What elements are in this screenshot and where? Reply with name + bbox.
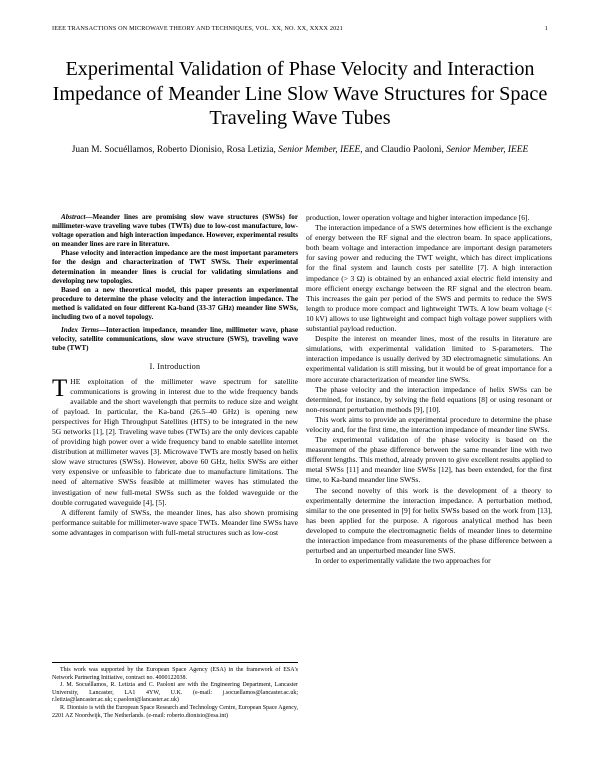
intro-p3: The interaction impedance of a SWS determines how efficient is the exchange of energy between the RF signal and the electron beam. In space applications, both beam voltage and interaction impedance are important design parameters for saving power and reducing the TWT weight, which has direct implications for the final system and launch costs per satellite [7]. A high interaction impedance (> 3 Ω) is obtained by an enhanced axial electric field intensity and more efficient energy exchange between the RF signal and the electron beam. This increases the gain per period of the SWS and permits to reduce the SWS length to produce more compact and lightweight TWTs. A low beam voltage (< 10 kV) allows to use lightweight and compact high voltage power suppliers with substantial payload reduction. bbox=[306, 223, 552, 334]
section-heading-introduction: I. Introduction bbox=[149, 362, 201, 372]
footnotes bbox=[52, 662, 298, 720]
abstract bbox=[52, 213, 298, 322]
abstract-p3: Based on a new theoretical model, this paper presents an experimental procedure to determine the phase velocity and the interaction impedance. The method is validated on four different Ka-band (33-37 GHz) meander line SWSs, including two of a novel topology. bbox=[52, 285, 298, 322]
intro-p2-continued: production, lower operation voltage and higher interaction impedance [6]. bbox=[306, 213, 530, 222]
abstract-label: Abstract bbox=[61, 213, 86, 221]
footnote-esa: R. Dionisio is with the European Space Research and Technology Centre, European Space Agency, 2201 AZ Noordwijk, The Netherlands. (e-mail: roberto.dionisio@esa.int) bbox=[52, 704, 299, 719]
intro-p4: Despite the interest on meander lines, most of the results in literature are simulations, with experimental validation limited to S-parameters. The interaction impedance is usually derived by 3D electromagnetic simulations. An experimental validation is still missing, but it would be of great importance for a more accurate characterization of meander line SWSs. bbox=[306, 334, 552, 384]
author-list bbox=[60, 144, 540, 158]
author-role-a: Senior Member, IEEE bbox=[278, 145, 361, 155]
right-column bbox=[306, 213, 552, 566]
abstract-p1: Abstract—Meander lines are promising slow wave structures (SWSs) for millimeter-wave traveling wave tubes (TWTs) due to low-cost manufacture, low-voltage operation and high interaction impedance. However, experimental results on meander lines are rare in literature. bbox=[52, 213, 298, 249]
author-names-a: Juan M. Socuéllamos, Roberto Dionisio, Rosa Letizia, bbox=[71, 145, 279, 155]
intro-p1: THE exploitation of the millimeter wave spectrum for satellite communications is growing in interest due to the wide frequency bands available and the short wavelength that permits to reduce size and weight of payload. In particular, the Ka-band (26.5–40 GHz) is opening new perspectives for High Throughput Satellites (HTS) to be integrated in the new 5G networks [1], [2]. Traveling wave tubes (TWTs) are the only devices capable of providing high power over a wide frequency band to enable satellite internet distribution at millimeter waves [3]. Microwave TWTs are mostly based on helix slow wave structures (SWSs). However, above 60 GHz, helix SWSs are either very expensive or unfeasible to fabricate due to manufacture limitations. The need of alternative SWSs feasible at millimeter waves has stimulated the investigation of new full-metal SWSs such as the folded waveguide or the double corrugated waveguide [4], [5]. bbox=[52, 374, 298, 507]
footnote-lancaster: J. M. Socuéllamos, R. Letizia and C. Paoloni are with the Engineering Department, Lancaster University, Lancaster, LA1 4YW, U.K. (e-mail: j.socuellamos@lancaster.ac.uk; r.letizia@lancaster.ac.uk; c.paoloni@lancaster.ac.uk) bbox=[52, 682, 298, 704]
index-terms: Index Terms—Interaction impedance, meander line, millimeter wave, phase velocity, satellite communications, slow wave structure (SWS), traveling wave tube (TWT) bbox=[52, 326, 298, 353]
author-names-b: , and Claudio Paoloni, bbox=[360, 145, 447, 155]
footnote-funding: This work was supported by the European Space Agency (ESA) in the framework of ESA's Network Partnering Initiative, contract no. 4000122038. bbox=[52, 667, 298, 681]
page-number: 1 bbox=[544, 25, 548, 32]
running-head bbox=[52, 25, 548, 32]
author-role-b: Senior Member, IEEE bbox=[446, 145, 529, 155]
intro-p5: The phase velocity and the interaction impedance of helix SWSs can be determined, for instance, by solving the field equations [8] or using resonant or non-resonant perturbation methods [9], [10]. bbox=[306, 384, 552, 414]
index-terms-label: Index Terms bbox=[61, 326, 99, 335]
drop-cap: T bbox=[52, 374, 68, 402]
intro-p8: The second novelty of this work is the development of a theory to experimentally determine the interaction impedance. A perturbation method, similar to the one presented in [9] for helix SWSs based on the work from [13], has been applied for the purpose. A rigorous analytical method has been developed to compute the electromagnetic fields of meander lines to determine the interaction impedance from measurements of the phase difference between a perturbed and an unperturbed meander line SWS. bbox=[306, 485, 552, 556]
intro-p7: The experimental validation of the phase velocity is based on the measurement of the phase difference between the same meander line with two different lengths. This method, already proven to give excellent results applied to metal SWSs [11] and meander line SWSs [12], has been extended, for the first time, to Ka-band meander line SWSs. bbox=[306, 435, 552, 485]
left-column bbox=[52, 213, 298, 538]
intro-p6: This work aims to provide an experimental procedure to determine the phase velocity and, for the first time, the interaction impedance of meander line SWSs. bbox=[306, 414, 552, 434]
intro-p9: In order to experimentally validate the two approaches for bbox=[315, 556, 491, 566]
paper-title: Experimental Validation of Phase Velocity and Interaction Impedance of Meander Line Slow Wave Structures for Space Traveling Wave Tubes bbox=[52, 58, 548, 129]
abstract-p2: Phase velocity and interaction impedance are the most important parameters for the design and characterization of TWT SWSs. Their experimental determination in meander lines is crucial for validating simulations and developing new topologies. bbox=[52, 249, 298, 285]
intro-p2: A different family of SWSs, the meander lines, has also shown promising performance suitable for millimeter-wave space TWTs. Meander line SWSs have some advantages in comparison with full-metal structures such as low-cost bbox=[52, 507, 298, 537]
journal-header: IEEE TRANSACTIONS ON MICROWAVE THEORY AND TECHNIQUES, VOL. XX, NO. XX, XXXX 2021 bbox=[52, 25, 343, 32]
